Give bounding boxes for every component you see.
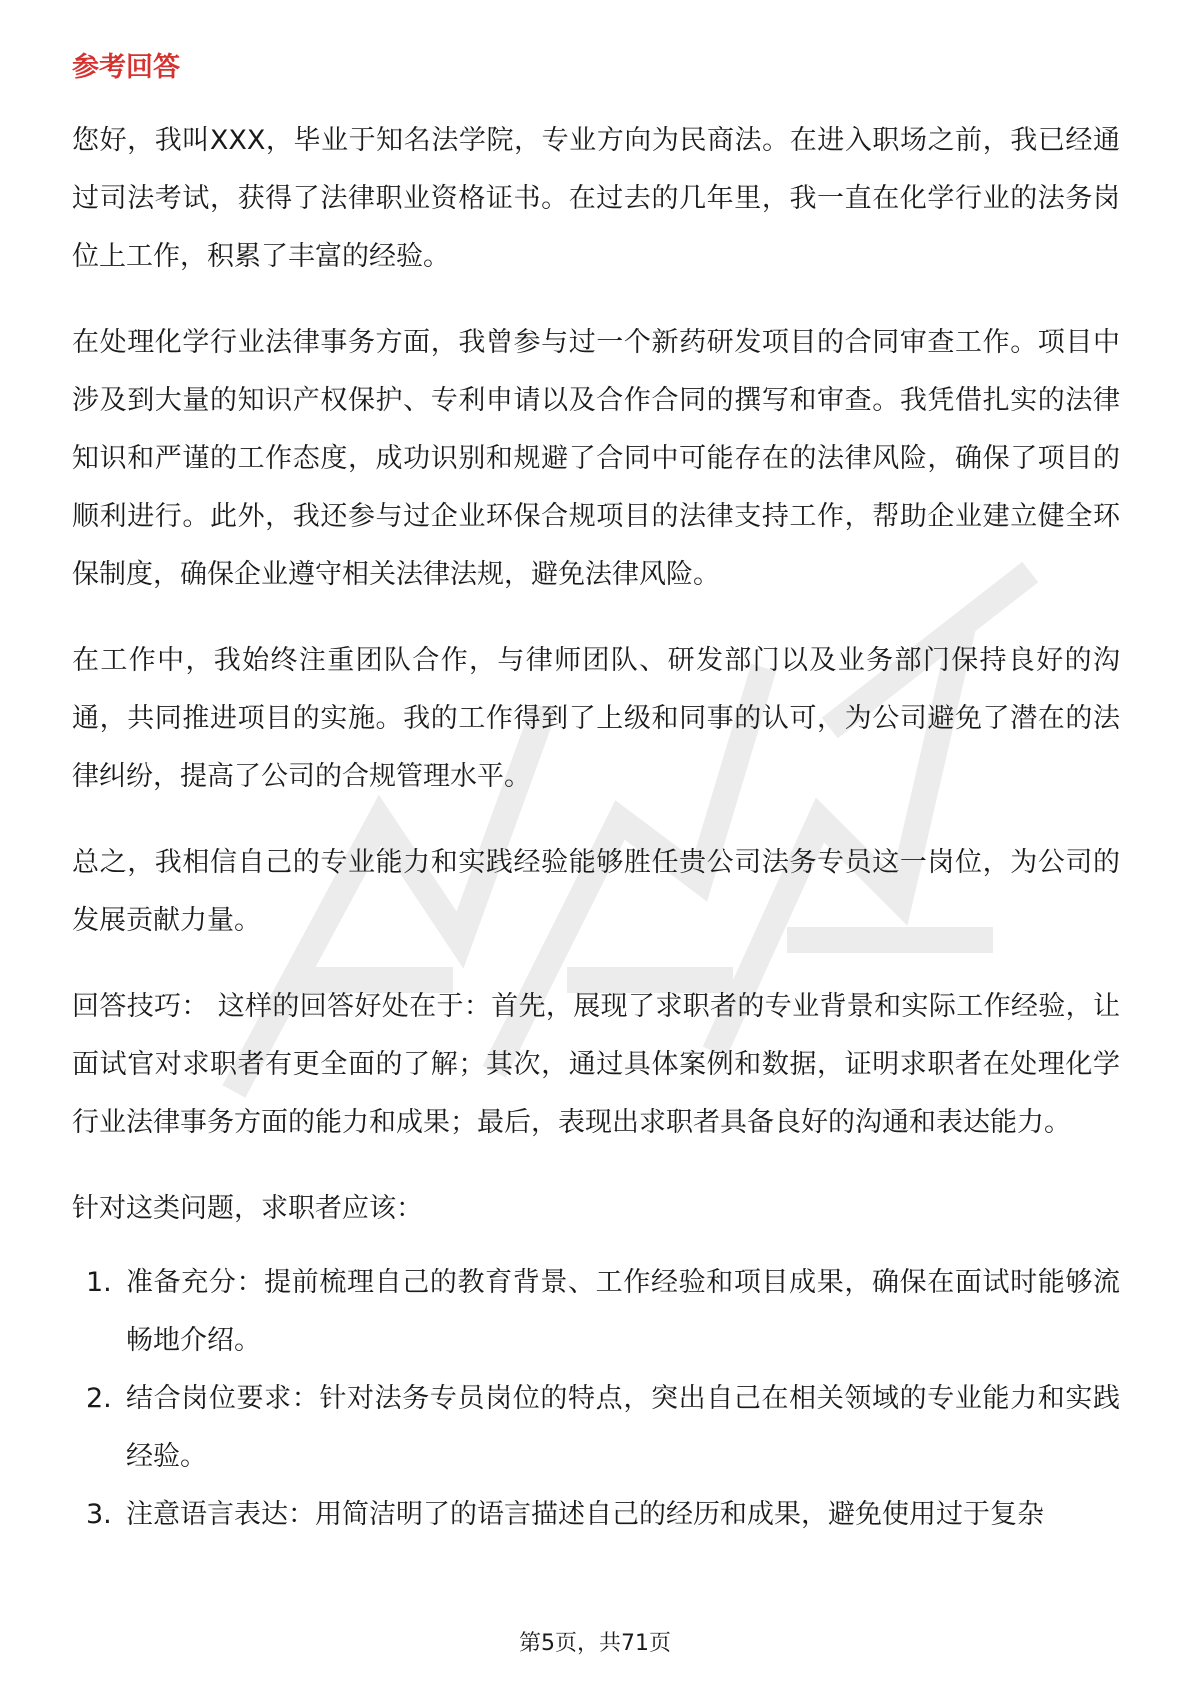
paragraph: 总之，我相信自己的专业能力和实践经验能够胜任贵公司法务专员这一岗位，为公司的发展贡献力量。 [72, 847, 1120, 936]
page-footer: 第5页，共71页 [519, 1631, 671, 1656]
advice-list [72, 1254, 1120, 1544]
paragraph: 您好，我叫XXX，毕业于知名法学院，专业方向为民商法。在进入职场之前，我已经通过司法考试，获得了法律职业资格证书。在过去的几年里，我一直在化学行业的法务岗位上工作，积累了丰富的经验。 [72, 125, 1120, 272]
section-title: 参考回答 [72, 52, 180, 83]
list-number: 3. [86, 1499, 112, 1530]
paragraph: 在工作中，我始终注重团队合作，与律师团队、研发部门以及业务部门保持良好的沟通，共同推进项目的实施。我的工作得到了上级和同事的认可，为公司避免了潜在的法律纠纷，提高了公司的合规管理水平。 [72, 645, 1120, 792]
list-item [72, 1370, 1120, 1486]
list-text: 结合岗位要求：针对法务专员岗位的特点，突出自己在相关领域的专业能力和实践经验。 [126, 1383, 1120, 1472]
answer-tips: 回答技巧： 这样的回答好处在于：首先，展现了求职者的专业背景和实际工作经验，让面试官对求职者有更全面的了解；其次，通过具体案例和数据，证明求职者在处理化学行业法律事务方面的能力和成果；最后，表现出求职者具备良好的沟通和表达能力。 [72, 991, 1120, 1138]
document-content [72, 48, 1120, 1544]
paragraph: 在处理化学行业法律事务方面，我曾参与过一个新药研发项目的合同审查工作。项目中涉及到大量的知识产权保护、专利申请以及合作合同的撰写和审查。我凭借扎实的法律知识和严谨的工作态度，成功识别和规避了合同中可能存在的法律风险，确保了项目的顺利进行。此外，我还参与过企业环保合规项目的法律支持工作，帮助企业建立健全环保制度，确保企业遵守相关法律法规，避免法律风险。 [72, 327, 1120, 590]
list-item [72, 1486, 1120, 1544]
list-number: 1. [86, 1267, 112, 1298]
list-number: 2. [86, 1383, 112, 1414]
list-text: 准备充分：提前梳理自己的教育背景、工作经验和项目成果，确保在面试时能够流畅地介绍。 [126, 1267, 1120, 1356]
list-item [72, 1254, 1120, 1370]
list-intro: 针对这类问题，求职者应该： [72, 1193, 423, 1224]
list-text: 注意语言表达：用简洁明了的语言描述自己的经历和成果，避免使用过于复杂 [126, 1499, 1044, 1530]
